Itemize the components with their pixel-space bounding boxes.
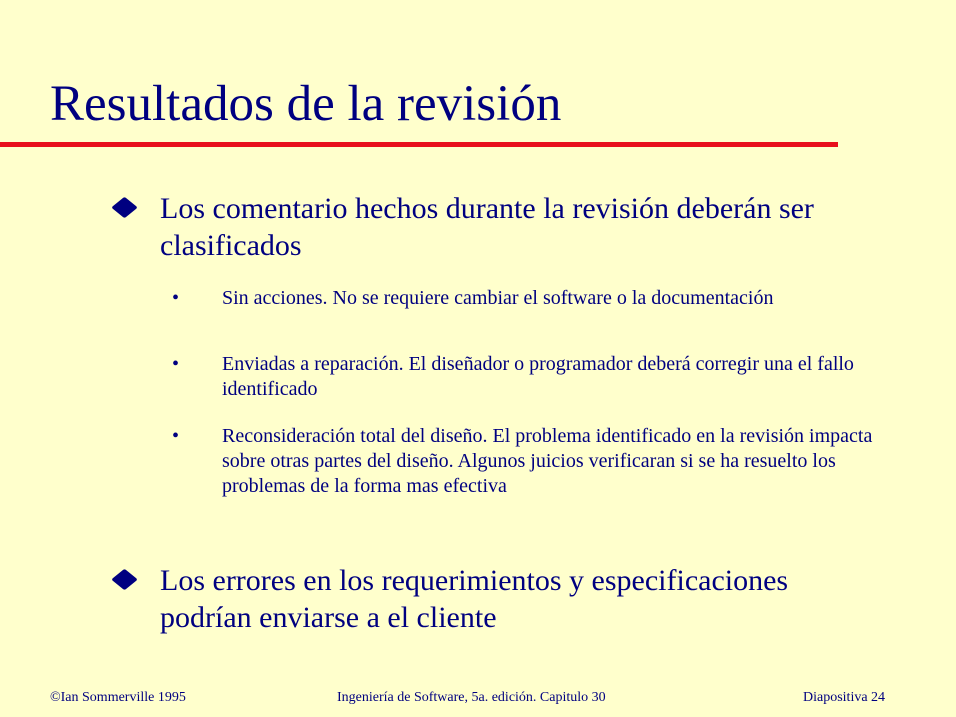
sub-bullet <box>172 286 892 336</box>
main-bullet <box>114 190 854 270</box>
sub-bullet-text: Sin acciones. No se requiere cambiar el software o la documentación <box>222 287 774 309</box>
sub-bullet-dot: • <box>172 287 180 309</box>
footer-copyright: ©Ian Sommerville 1995 <box>50 690 186 705</box>
slide-title: Resultados de la revisión <box>50 76 562 132</box>
sub-bullet-dot: • <box>172 353 180 375</box>
main-bullet-text: Los errores en los requerimientos y especificaciones podrían enviarse a el cliente <box>160 564 789 634</box>
sub-bullet <box>172 424 892 524</box>
sub-bullet-text: Reconsideración total del diseño. El problema identificado en la revisión impacta sobre otras partes del diseño. Algunos juicios verificaran si se ha resuelto los problemas de la forma mas efectiva <box>222 425 873 497</box>
footer-slide-number: Diapositiva 24 <box>803 690 886 705</box>
sub-bullet-text: Enviadas a reparación. El diseñador o programador deberá corregir una el fallo identificado <box>222 353 854 400</box>
diamond-bullet-icon <box>111 569 138 591</box>
sub-bullet <box>172 352 892 402</box>
main-bullet <box>114 562 854 642</box>
title-underline <box>0 142 838 147</box>
main-bullet-text: Los comentario hechos durante la revisión deberán ser clasificados <box>160 192 814 262</box>
sub-bullet-dot: • <box>172 425 180 447</box>
diamond-bullet-icon <box>111 197 138 219</box>
footer-course: Ingeniería de Software, 5a. edición. Capitulo 30 <box>337 690 606 705</box>
